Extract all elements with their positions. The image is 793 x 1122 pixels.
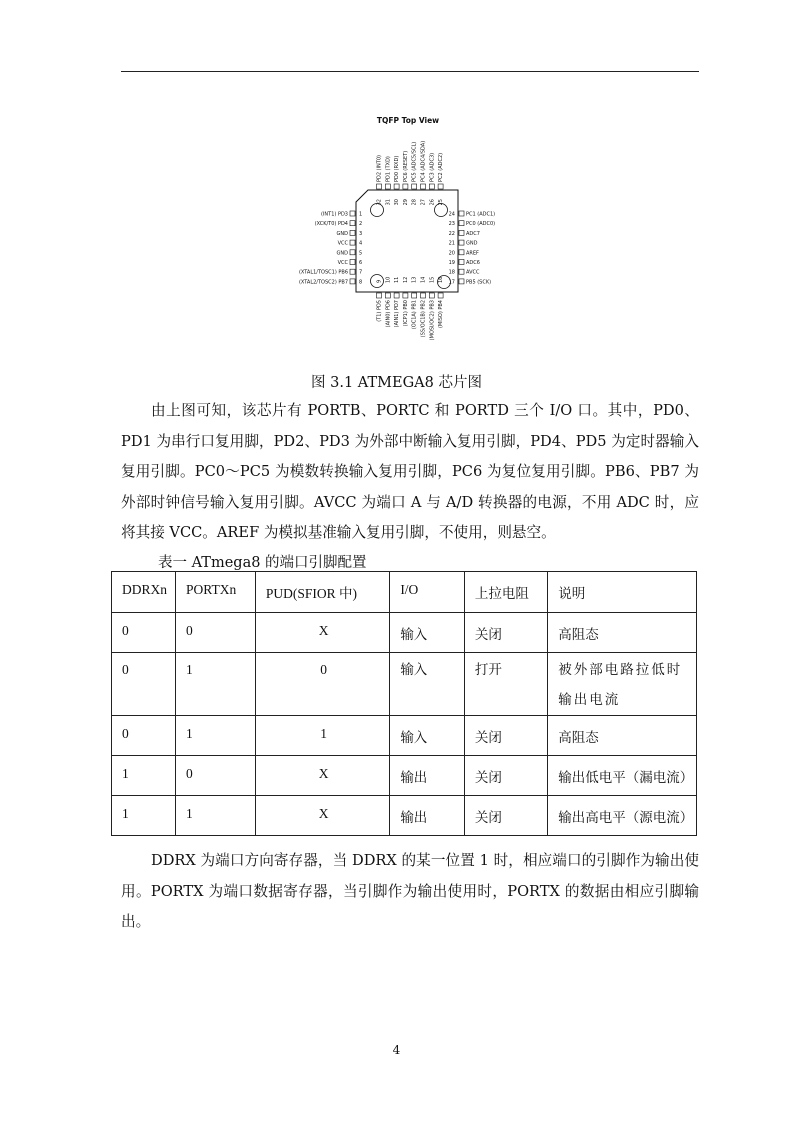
- cell-pullup: 关闭: [464, 716, 547, 756]
- pin-pad: [412, 293, 417, 298]
- header-pud: PUD(SFIOR 中): [255, 572, 389, 613]
- pin-pad: [350, 230, 355, 235]
- cell-pud: X: [255, 796, 389, 836]
- pin-pad: [429, 293, 434, 298]
- pin-pad: [377, 184, 382, 189]
- right-pin-number: 22: [448, 230, 455, 237]
- bottom-pin-number: 9: [376, 279, 383, 283]
- top-pin-number: 28: [411, 199, 418, 206]
- right-pin-number: 20: [448, 250, 455, 257]
- left-pin-number: 7: [359, 269, 363, 276]
- bottom-pin-label: (AIN1) PD7: [394, 300, 401, 328]
- pin-pad: [459, 230, 464, 235]
- table-row: [112, 613, 697, 653]
- cell-portxn: 1: [176, 716, 256, 756]
- cell-description: 输出低电平（漏电流）: [548, 756, 697, 796]
- cell-description: 输出高电平（源电流）: [548, 796, 697, 836]
- pin-pad: [385, 184, 390, 189]
- cell-io: 输入: [390, 613, 465, 653]
- top-pin-label: PC2 (ADC2): [438, 152, 445, 182]
- pin-pad: [421, 184, 426, 189]
- bottom-pin-label: (AIN0) PD6: [385, 300, 392, 328]
- table-row: [112, 756, 697, 796]
- top-pin-label: PC5 (ADC5/SCL): [411, 141, 418, 182]
- pin-pad: [459, 269, 464, 274]
- pin-pad: [438, 293, 443, 298]
- top-pin-number: 31: [385, 199, 392, 206]
- left-pin-number: 4: [359, 240, 363, 247]
- pin-pad: [459, 211, 464, 216]
- cell-pullup: 打开: [464, 653, 547, 716]
- cell-pud: 0: [255, 653, 389, 716]
- figure-caption: 图 3.1 ATMEGA8 芯片图: [311, 375, 482, 391]
- pin-pad: [403, 293, 408, 298]
- bottom-pin-number: 14: [420, 276, 427, 283]
- cell-ddrxn: 1: [112, 756, 176, 796]
- top-pin-label: PD1 (TXD): [385, 156, 392, 182]
- top-pin-number: 32: [376, 199, 383, 206]
- pin-pad: [412, 184, 417, 189]
- top-pin-label: PC6 (RESET): [402, 150, 409, 182]
- top-pin-label: PC4 (ADC4/SDA): [420, 140, 427, 182]
- bottom-pin-label: (T1) PD5: [376, 300, 383, 322]
- cell-io: 输出: [390, 756, 465, 796]
- page-number: 4: [392, 1043, 401, 1057]
- pin-pad: [459, 240, 464, 245]
- left-pin-number: 6: [359, 260, 363, 266]
- top-pin-number: 26: [429, 199, 436, 206]
- table-caption: 表一 ATmega8 的端口引脚配置: [158, 555, 367, 571]
- header-description: 说明: [548, 572, 697, 613]
- left-pin-number: 1: [359, 211, 363, 218]
- right-pin-label: PC0 (ADC0): [466, 221, 496, 228]
- bottom-pin-label: (MISO) PB4: [438, 300, 445, 329]
- cell-pullup: 关闭: [464, 796, 547, 836]
- right-pin-number: 24: [448, 211, 455, 218]
- top-pin-number: 25: [438, 199, 445, 206]
- pin-pad: [350, 211, 355, 216]
- left-pin-label: VCC: [337, 260, 348, 266]
- left-pin-number: 2: [359, 221, 363, 228]
- right-pin-number: 18: [448, 269, 455, 276]
- pin-pad: [350, 250, 355, 255]
- left-pin-number: 3: [359, 230, 363, 237]
- pin-pad: [394, 293, 399, 298]
- pin-pad: [377, 293, 382, 298]
- cell-ddrxn: 0: [112, 653, 176, 716]
- bottom-pin-label: (OC1A) PB1: [411, 300, 418, 330]
- cell-portxn: 0: [176, 756, 256, 796]
- pin-pad: [403, 184, 408, 189]
- pin-pad: [350, 240, 355, 245]
- header-portxn: PORTXn: [176, 572, 256, 613]
- cell-ddrxn: 0: [112, 613, 176, 653]
- right-pin-number: 21: [448, 240, 455, 247]
- pin-pad: [394, 184, 399, 189]
- pin-pad: [438, 184, 443, 189]
- bottom-pin-number: 13: [411, 276, 418, 283]
- right-pin-label: PB5 (SCK): [466, 279, 492, 286]
- right-pin-number: 17: [448, 279, 455, 286]
- table-row: [112, 796, 697, 836]
- right-pin-label: PC1 (ADC1): [466, 211, 496, 218]
- right-pin-label: ADC7: [466, 230, 480, 237]
- right-pin-label: ADC6: [466, 260, 480, 266]
- pin-pad: [459, 221, 464, 226]
- pin-pad: [459, 279, 464, 284]
- port-config-table: [111, 571, 697, 836]
- left-pin-label: (XTAL1/TOSC1) PB6: [298, 269, 348, 276]
- cell-io: 输入: [390, 716, 465, 756]
- cell-io: 输出: [390, 796, 465, 836]
- left-pin-label: VCC: [337, 240, 348, 247]
- right-pin-label: GND: [466, 240, 478, 247]
- header-rule: [121, 71, 699, 72]
- top-pin-label: PD0 (RXD): [394, 155, 401, 182]
- left-pin-label: (INT1) PD3: [321, 211, 348, 218]
- header-pullup: 上拉电阻: [464, 572, 547, 613]
- cell-io: 输入: [390, 653, 465, 716]
- header-ddrxn: DDRXn: [112, 572, 176, 613]
- cell-pullup: 关闭: [464, 613, 547, 653]
- tqfp-diagram: [290, 110, 510, 360]
- pin-pad: [350, 269, 355, 274]
- cell-description: 高阻态: [548, 613, 697, 653]
- cell-description: 高阻态: [548, 716, 697, 756]
- cell-portxn: 1: [176, 796, 256, 836]
- diagram-title: TQFP Top View: [376, 116, 440, 125]
- right-pin-number: 23: [448, 221, 455, 228]
- bottom-pin-number: 16: [438, 276, 445, 283]
- bottom-pin-number: 12: [402, 276, 409, 283]
- top-pin-label: PD2 (INT0): [376, 155, 383, 182]
- bottom-pin-number: 11: [394, 276, 401, 283]
- pin-pad: [350, 221, 355, 226]
- pin-pad: [429, 184, 434, 189]
- cell-pud: X: [255, 613, 389, 653]
- cell-portxn: 1: [176, 653, 256, 716]
- pin-pad: [421, 293, 426, 298]
- chip-pinout-figure: [290, 110, 510, 360]
- left-pin-label: (XCK/T0) PD4: [314, 221, 348, 228]
- pin-pad: [350, 279, 355, 284]
- paragraph-pin-description: 由上图可知，该芯片有 PORTB、PORTC 和 PORTD 三个 I/O 口。其中，PD0、PD1 为串行口复用脚，PD2、PD3 为外部中断输入复用引脚，PD4、PD5 为定时器输入复用引脚。PC0～PC5 为模数转换输入复用引脚，PC6 为复位复用引脚。PB6、PB7 为外部时钟信号输入复用引脚。AVCC 为端口 A 与 A/D 转换器的电源，不用 ADC 时，应将其接 VCC。AREF 为模拟基准输入复用引脚，不使用，则悬空。: [121, 402, 699, 541]
- cell-description: 被外部电路拉低时输出电流: [548, 653, 697, 716]
- cell-pud: 1: [255, 716, 389, 756]
- cell-pullup: 关闭: [464, 756, 547, 796]
- left-pin-label: GND: [336, 230, 348, 237]
- pin-pad: [385, 293, 390, 298]
- table-row: [112, 716, 697, 756]
- header-io: I/O: [390, 572, 465, 613]
- table-row: [112, 653, 697, 716]
- cell-portxn: 0: [176, 613, 256, 653]
- cell-pud: X: [255, 756, 389, 796]
- cell-ddrxn: 0: [112, 716, 176, 756]
- top-pin-label: PC3 (ADC3): [429, 152, 436, 182]
- top-pin-number: 29: [402, 199, 409, 206]
- bottom-pin-label: (SS/OC1B) PB2: [420, 300, 427, 338]
- bottom-pin-number: 10: [385, 276, 392, 283]
- pin-pad: [350, 260, 355, 265]
- top-pin-number: 30: [394, 199, 401, 206]
- right-pin-label: AREF: [466, 250, 479, 257]
- pin-pad: [459, 250, 464, 255]
- right-pin-label: AVCC: [466, 269, 480, 276]
- table-header-row: [112, 572, 697, 613]
- left-pin-number: 8: [359, 279, 363, 286]
- bottom-pin-label: (ICP1) PB0: [402, 300, 409, 327]
- paragraph-register-description: DDRX 为端口方向寄存器，当 DDRX 的某一位置 1 时，相应端口的引脚作为输出使用。PORTX 为端口数据寄存器，当引脚作为输出使用时，PORTX 的数据由相应引脚输出。: [121, 852, 699, 930]
- bottom-pin-label: (MOSI/OC2) PB3: [429, 300, 436, 341]
- left-pin-label: GND: [336, 250, 348, 257]
- left-pin-label: (XTAL2/TOSC2) PB7: [298, 279, 348, 286]
- bottom-pin-number: 15: [429, 276, 436, 283]
- right-pin-number: 19: [448, 260, 455, 266]
- left-pin-number: 5: [359, 250, 363, 257]
- cell-ddrxn: 1: [112, 796, 176, 836]
- top-pin-number: 27: [420, 199, 427, 206]
- pin-pad: [459, 260, 464, 265]
